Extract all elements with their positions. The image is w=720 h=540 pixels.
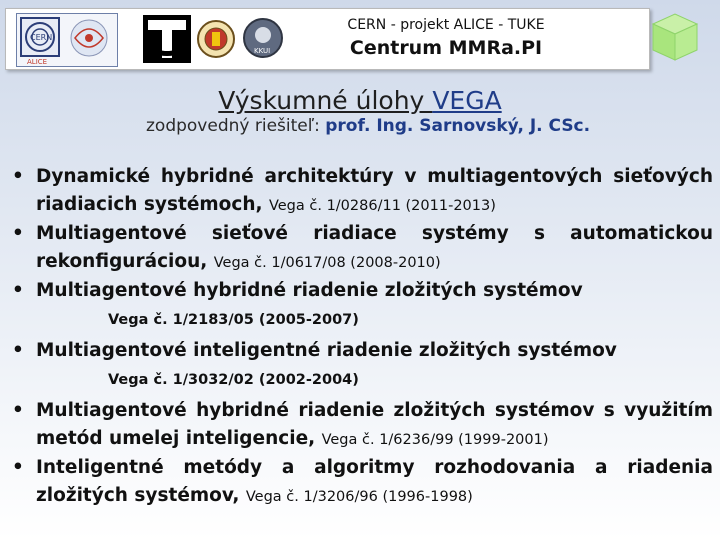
project-title: Multiagentové hybridné riadenie zložitých systémov s využitím metód umelej inteligencie, [36,400,713,449]
grant-code: Vega č. 1/3206/96 (1996-1998) [245,489,473,505]
subtitle-prefix: zodpovedný riešiteľ: [146,116,326,136]
project-title: Inteligentné metódy a algoritmy rozhodovania a riadenia zložitých systémov, [36,457,713,506]
tuke-logo [142,14,192,64]
svg-text:ALICE: ALICE [27,58,48,66]
grant-code: Vega č. 1/0286/11 (2011-2013) [268,198,496,214]
list-item [8,220,713,277]
header-box [5,8,650,70]
grant-code: Vega č. 1/0617/08 (2008-2010) [213,255,441,271]
grant-code: Vega č. 1/3032/02 (2002-2004) [108,372,359,388]
list-item [8,397,713,454]
title-prefix: Výskumné úlohy [218,86,433,115]
cube-logo [645,10,703,64]
grant-list [8,163,713,511]
title-accent: VEGA [432,86,502,115]
project-title: Dynamické hybridné architektúry v multiagentových sieťových riadiacich systémoch, [36,166,713,215]
project-title: Multiagentové sieťové riadiace systémy s automatickou rekonfiguráciou, [36,223,713,272]
list-item [8,337,713,391]
project-title: Multiagentové inteligentné riadenie zložitých systémov [36,340,617,361]
list-item [8,163,713,220]
project-title: Multiagentové hybridné riadenie zložitých systémov [36,280,583,301]
list-item [8,277,713,331]
university-seal-logo [196,19,236,59]
svg-text:CERN: CERN [30,33,53,42]
header-banner [5,8,705,70]
grant-code: Vega č. 1/6236/99 (1999-2001) [321,432,549,448]
svg-text:KKUI: KKUI [254,47,271,55]
list-item [8,454,713,511]
cern-alice-logo [16,13,118,67]
slide-subtitle [146,116,590,136]
header-line-center: Centrum MMRa.PI [349,37,543,59]
kkui-logo [242,17,284,59]
grant-code: Vega č. 1/2183/05 (2005-2007) [108,312,359,328]
slide-title [0,86,720,115]
principal-investigator: prof. Ing. Sarnovský, J. CSc. [325,116,591,136]
header-line-project: CERN - projekt ALICE - TUKE [347,17,545,33]
